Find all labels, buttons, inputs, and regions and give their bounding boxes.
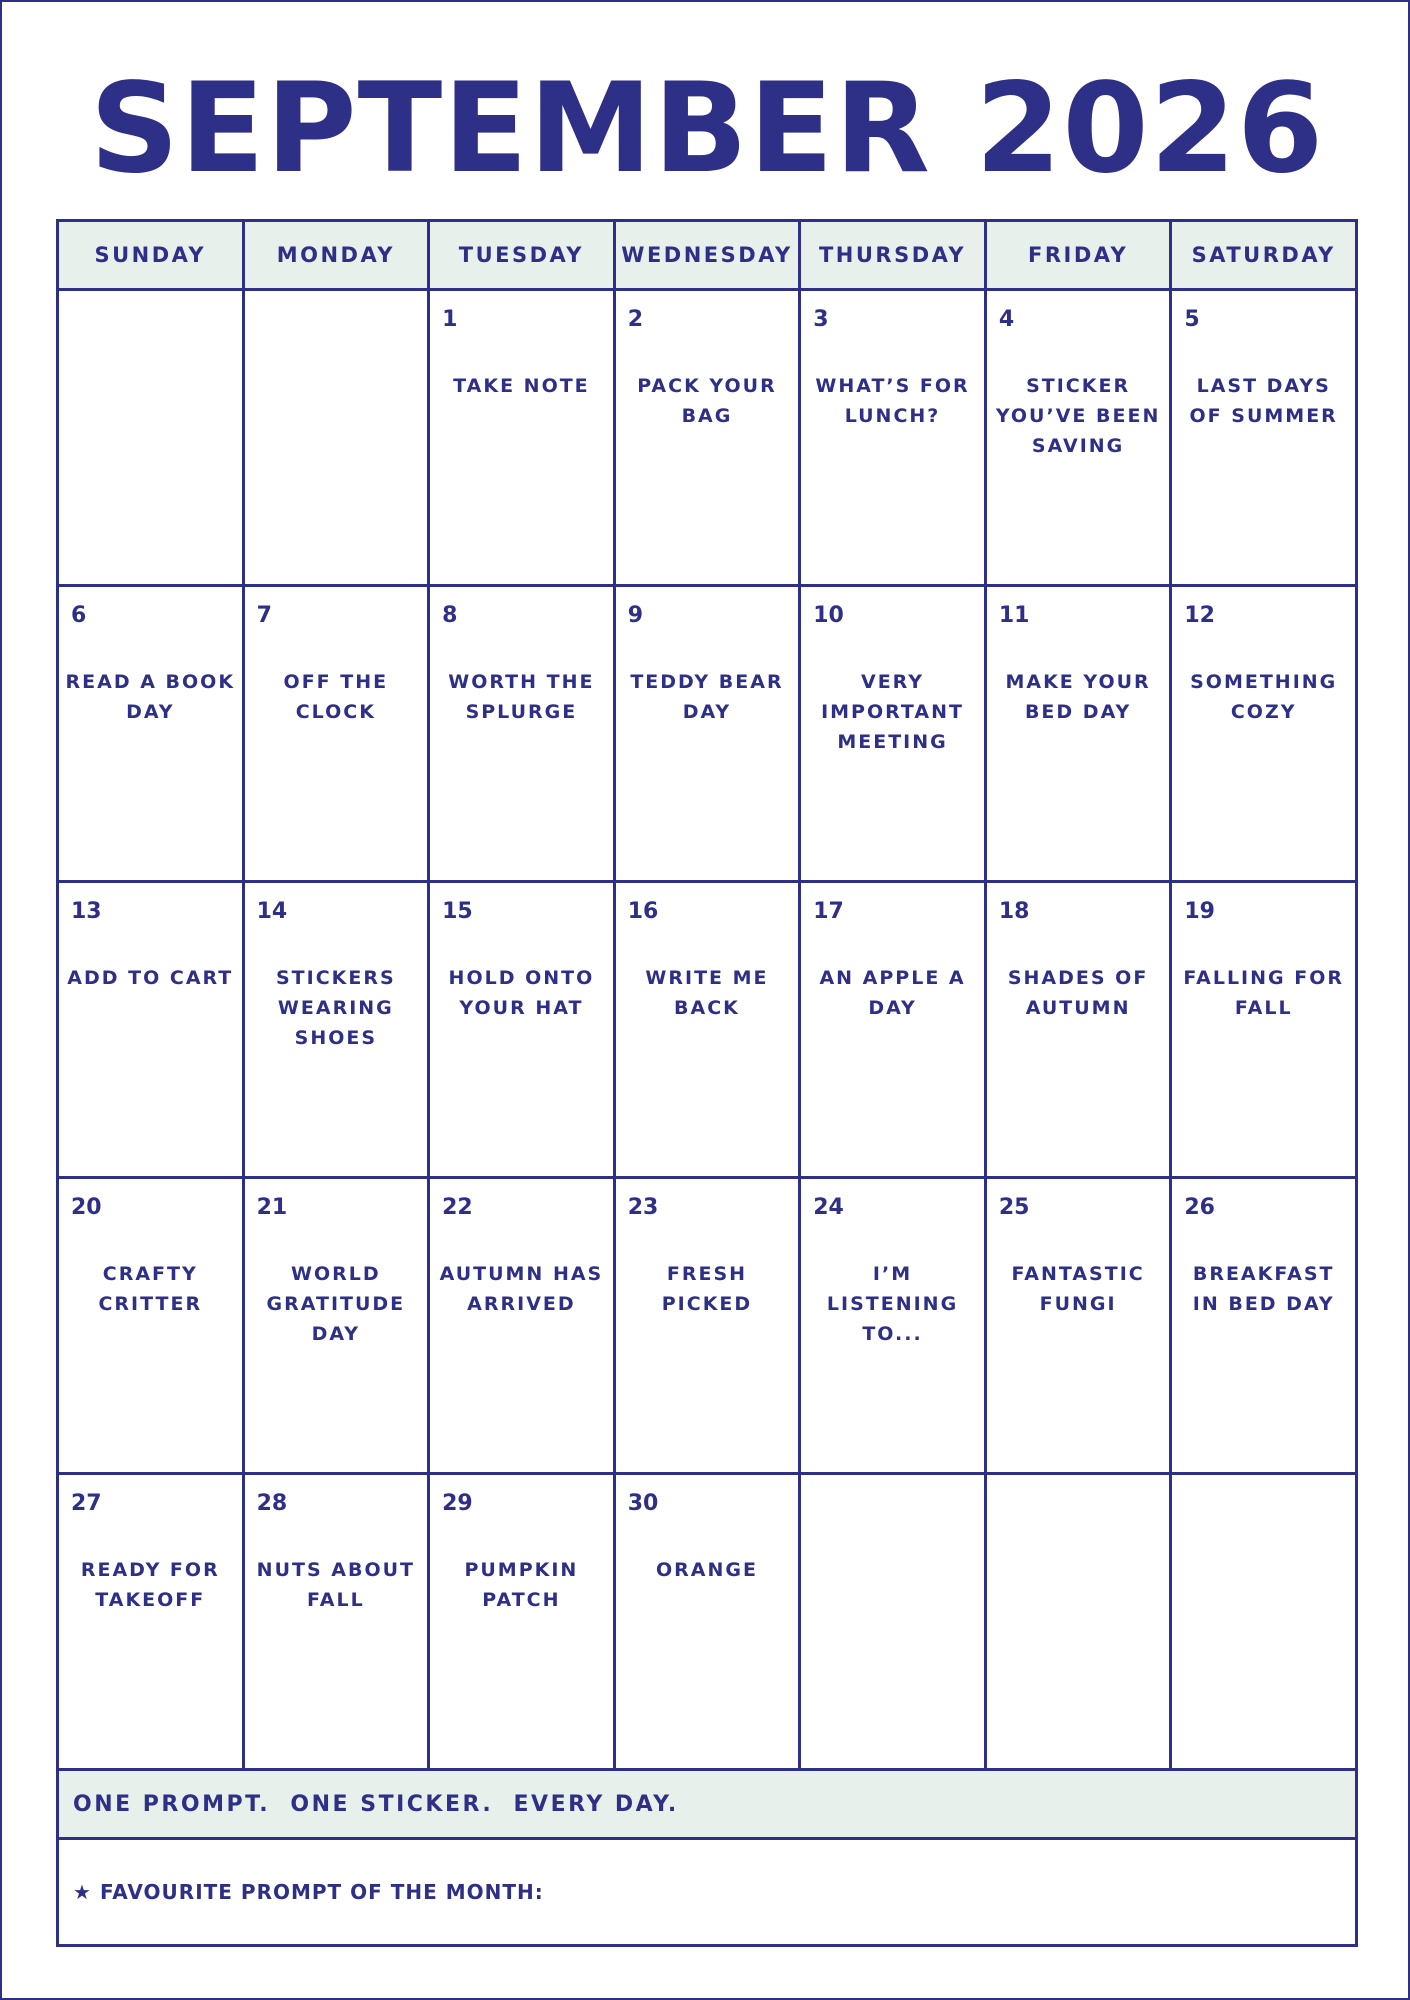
favourite-prompt-label: FAVOURITE PROMPT OF THE MONTH: <box>99 1880 544 1904</box>
day-cell <box>614 1474 800 1770</box>
calendar-grid <box>56 219 1358 1947</box>
day-cell <box>1171 586 1357 882</box>
day-number: 27 <box>71 1491 102 1516</box>
daily-prompt: BREAKFAST IN BED DAY <box>1192 1263 1335 1315</box>
day-number: 17 <box>813 899 844 924</box>
day-cell <box>429 882 615 1178</box>
daily-prompt: AUTUMN HAS ARRIVED <box>439 1263 604 1315</box>
weekday-header-row <box>58 221 1357 290</box>
day-number: 10 <box>813 603 844 628</box>
page-title: SEPTEMBER 2026 <box>89 57 1325 201</box>
weekday-wednesday: WEDNESDAY <box>614 221 800 290</box>
day-number: 25 <box>998 1195 1030 1220</box>
empty-day-cell <box>58 290 244 586</box>
daily-prompt: ADD TO CART <box>67 967 234 989</box>
week-row <box>58 1474 1357 1770</box>
daily-prompt: NUTS ABOUT FALL <box>256 1559 415 1611</box>
day-cell <box>243 1474 429 1770</box>
daily-prompt: LAST DAYS OF SUMMER <box>1189 375 1338 427</box>
day-number: 23 <box>627 1195 659 1220</box>
day-cell <box>58 586 244 882</box>
day-number: 16 <box>627 899 659 924</box>
empty-day-cell <box>1171 1474 1357 1770</box>
daily-prompt: HOLD ONTO YOUR HAT <box>448 967 595 1019</box>
day-number: 30 <box>627 1491 659 1516</box>
day-number: 1 <box>442 307 458 332</box>
day-cell <box>985 586 1171 882</box>
day-number: 15 <box>442 899 473 924</box>
day-cell <box>614 290 800 586</box>
day-cell <box>243 586 429 882</box>
daily-prompt: STICKERS WEARING SHOES <box>276 967 396 1049</box>
empty-day-cell <box>800 1474 986 1770</box>
day-cell <box>614 882 800 1178</box>
day-cell <box>429 586 615 882</box>
day-number: 4 <box>998 307 1015 332</box>
daily-prompt: PUMPKIN PATCH <box>464 1559 579 1611</box>
favourite-prompt-field <box>58 1839 1357 1946</box>
day-number: 20 <box>71 1195 102 1220</box>
week-row <box>58 586 1357 882</box>
day-cell <box>429 1474 615 1770</box>
day-cell <box>800 290 986 586</box>
day-number: 13 <box>71 899 102 924</box>
daily-prompt: TAKE NOTE <box>453 375 590 397</box>
daily-prompt: ORANGE <box>655 1559 758 1581</box>
weekday-tuesday: TUESDAY <box>429 221 615 290</box>
day-cell <box>1171 1178 1357 1474</box>
tagline-row <box>58 1770 1357 1839</box>
day-cell <box>58 1474 244 1770</box>
day-cell <box>800 882 986 1178</box>
day-number: 7 <box>256 603 272 628</box>
day-cell <box>243 882 429 1178</box>
daily-prompt: READ A BOOK DAY <box>65 671 236 723</box>
daily-prompt: STICKER YOU’VE BEEN SAVING <box>995 375 1161 457</box>
day-cell <box>985 1178 1171 1474</box>
week-row <box>58 882 1357 1178</box>
day-cell <box>985 882 1171 1178</box>
day-number: 6 <box>71 603 87 628</box>
day-number: 8 <box>442 603 458 628</box>
daily-prompt: TEDDY BEAR DAY <box>630 671 784 723</box>
day-cell <box>800 586 986 882</box>
daily-prompt: FRESH PICKED <box>661 1263 753 1315</box>
day-number: 5 <box>1184 307 1200 332</box>
day-number: 24 <box>813 1195 844 1220</box>
daily-prompt: PACK YOUR BAG <box>637 375 777 427</box>
day-number: 3 <box>813 307 829 332</box>
empty-day-cell <box>985 1474 1171 1770</box>
daily-prompt: WRITE ME BACK <box>645 967 769 1019</box>
day-number: 2 <box>627 307 643 332</box>
daily-prompt: SOMETHING COZY <box>1190 671 1338 723</box>
day-cell <box>429 1178 615 1474</box>
daily-prompt: VERY IMPORTANT MEETING <box>821 671 964 753</box>
day-cell <box>243 1178 429 1474</box>
week-row <box>58 290 1357 586</box>
daily-prompt: READY FOR TAKEOFF <box>80 1559 220 1611</box>
day-number: 14 <box>256 899 288 924</box>
day-cell <box>1171 882 1357 1178</box>
daily-prompt: WHAT’S FOR LUNCH? <box>815 375 970 427</box>
daily-prompt: WORTH THE SPLURGE <box>448 671 595 723</box>
day-number: 9 <box>627 603 643 628</box>
daily-prompt: FALLING FOR FALL <box>1183 967 1345 1019</box>
daily-prompt: FANTASTIC FUNGI <box>1011 1263 1145 1315</box>
day-cell <box>429 290 615 586</box>
weekday-saturday: SATURDAY <box>1171 221 1357 290</box>
star-icon: ★ <box>73 1880 92 1904</box>
daily-prompt: CRAFTY CRITTER <box>98 1263 203 1315</box>
empty-day-cell <box>243 290 429 586</box>
day-number: 26 <box>1184 1195 1215 1220</box>
day-number: 11 <box>998 603 1030 628</box>
day-number: 29 <box>442 1491 473 1516</box>
day-number: 28 <box>256 1491 288 1516</box>
day-number: 19 <box>1184 899 1215 924</box>
day-number: 22 <box>442 1195 473 1220</box>
week-row <box>58 1178 1357 1474</box>
tagline: ONE PROMPT. ONE STICKER. EVERY DAY. <box>58 1770 1357 1839</box>
day-number: 12 <box>1184 603 1215 628</box>
day-cell <box>614 1178 800 1474</box>
favourite-row <box>58 1839 1357 1946</box>
daily-prompt: I’M LISTENING TO... <box>826 1263 959 1345</box>
day-cell <box>614 586 800 882</box>
day-number: 21 <box>256 1195 288 1220</box>
weekday-monday: MONDAY <box>243 221 429 290</box>
weekday-sunday: SUNDAY <box>58 221 244 290</box>
daily-prompt: MAKE YOUR BED DAY <box>1005 671 1151 723</box>
weekday-thursday: THURSDAY <box>800 221 986 290</box>
day-cell <box>985 290 1171 586</box>
day-cell <box>58 882 244 1178</box>
daily-prompt: AN APPLE A DAY <box>819 967 966 1019</box>
daily-prompt: SHADES OF AUTUMN <box>1007 967 1149 1019</box>
daily-prompt: OFF THE CLOCK <box>283 671 389 723</box>
day-number: 18 <box>998 899 1030 924</box>
day-cell <box>1171 290 1357 586</box>
daily-prompt: WORLD GRATITUDE DAY <box>266 1263 406 1345</box>
day-cell <box>58 1178 244 1474</box>
day-cell <box>800 1178 986 1474</box>
weekday-friday: FRIDAY <box>985 221 1171 290</box>
